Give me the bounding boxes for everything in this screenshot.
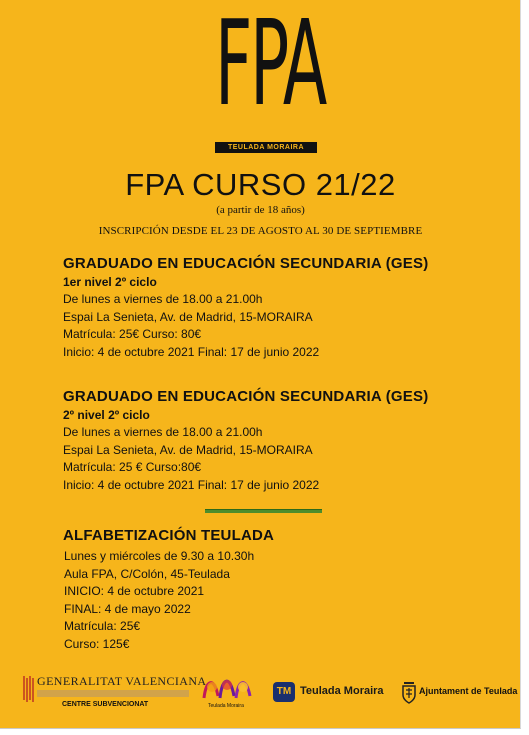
section-alfabetizacion: [63, 527, 503, 654]
course-fee-line: Curso: 125€: [64, 636, 130, 651]
fpa-logo: [215, 0, 326, 152]
section-title: GRADUADO EN EDUCACIÓN SECUNDARIA (GES): [63, 388, 429, 405]
centre-subvencionat-label: CENTRE SUBVENCIONAT: [62, 701, 149, 708]
section-ges-level-1: [63, 255, 503, 361]
generalitat-emblem-icon: [22, 676, 34, 704]
location-line: Espai La Senieta, Av. de Madrid, 15-MORAIRA: [63, 442, 313, 457]
location-line: Espai La Senieta, Av. de Madrid, 15-MORAIRA: [63, 309, 313, 324]
apa-teulada-logo: [200, 670, 256, 712]
ajuntament-shield-icon: [401, 680, 417, 704]
course-title: FPA CURSO 21/22: [125, 167, 396, 202]
section-divider: [205, 509, 322, 513]
fpa-logo-letters: FPA: [215, 0, 326, 132]
enrollment-fee-line: Matrícula: 25€: [64, 619, 141, 634]
section-level: 1er nivel 2º ciclo: [63, 275, 157, 289]
section-ges-level-2: [63, 388, 503, 494]
fees-line: Matrícula: 25€ Curso: 80€: [63, 327, 202, 342]
enrollment-dates: INSCRIPCIÓN DESDE EL 23 DE AGOSTO AL 30 DE SEPTIEMBRE: [98, 225, 423, 237]
section-title: GRADUADO EN EDUCACIÓN SECUNDARIA (GES): [63, 255, 429, 272]
sponsor-logos: [0, 668, 521, 716]
generalitat-name: GENERALITAT VALENCIANA: [37, 674, 207, 688]
location-line: Aula FPA, C/Colón, 45-Teulada: [64, 566, 230, 581]
fpa-logo-tagline: TEULADA MORAIRA: [215, 142, 317, 153]
fees-line: Matrícula: 25 € Curso:80€: [63, 460, 202, 475]
schedule-line: Lunes y miércoles de 9.30 a 10.30h: [64, 549, 255, 563]
schedule-line: De lunes a viernes de 18.00 a 21.00h: [63, 425, 263, 439]
generalitat-department-band: [37, 690, 189, 697]
section-level: 2º nivel 2º ciclo: [63, 408, 150, 422]
ajuntament-name: Ajuntament de Teulada: [419, 686, 518, 696]
apa-caption: Teulada Moraira: [208, 703, 244, 709]
end-line: FINAL: 4 de mayo 2022: [64, 601, 191, 616]
generalitat-valenciana-logo: [22, 674, 207, 714]
teulada-moraira-icon: TM: [273, 682, 295, 702]
teulada-moraira-name: Teulada Moraira: [300, 685, 384, 697]
dates-line: Inicio: 4 de octubre 2021 Final: 17 de junio 2022: [63, 344, 320, 359]
age-requirement: (a partir de 18 años): [216, 204, 305, 216]
start-line: INICIO: 4 de octubre 2021: [64, 584, 205, 599]
apa-figures-icon: [200, 670, 256, 704]
schedule-line: De lunes a viernes de 18.00 a 21.00h: [63, 292, 263, 306]
section-title: ALFABETIZACIÓN TEULADA: [63, 527, 275, 544]
dates-line: Inicio: 4 de octubre 2021 Final: 17 de junio 2022: [63, 477, 320, 492]
